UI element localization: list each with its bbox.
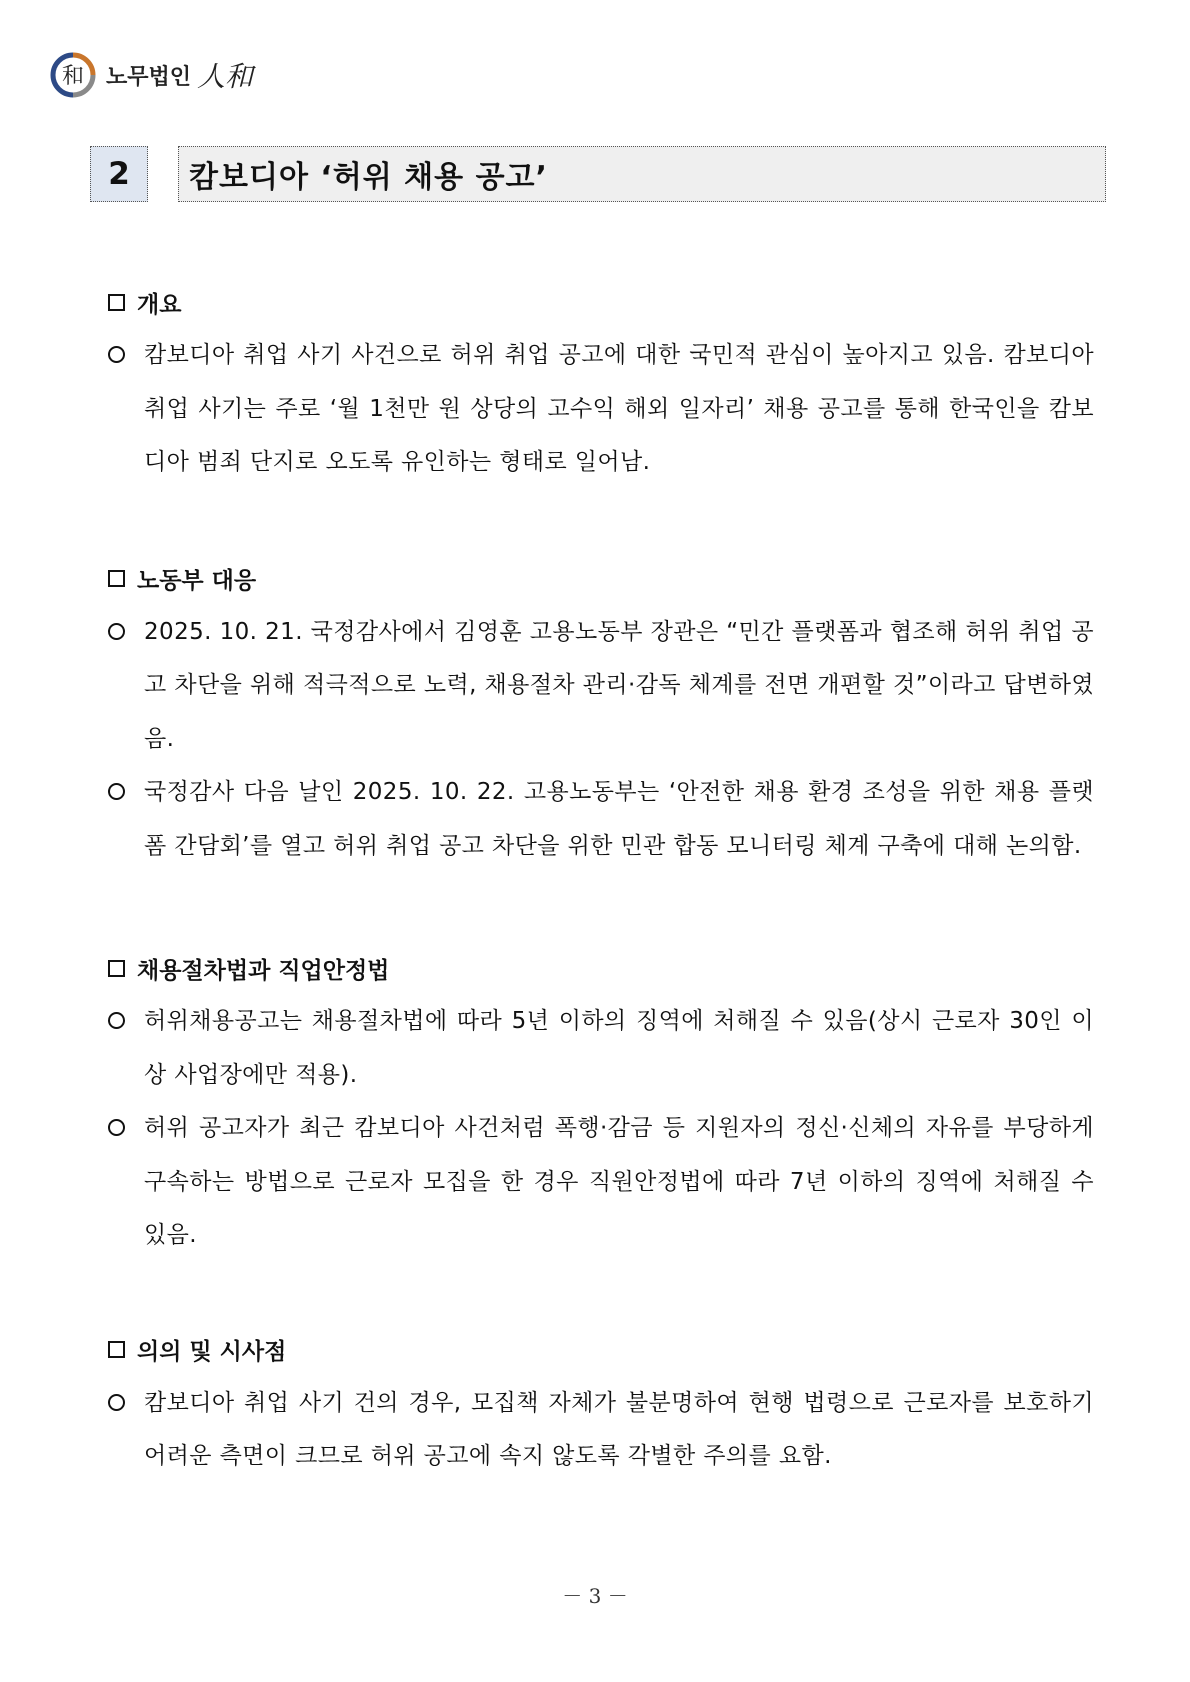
list-item [104, 995, 1094, 1102]
section-title: 캄보디아 ‘허위 채용 공고’ [178, 146, 1106, 202]
square-bullet-icon [108, 1341, 125, 1358]
subsection-implications [104, 1323, 1094, 1484]
logo-char: 和 [61, 64, 85, 89]
firm-logo-mark-icon [50, 52, 96, 98]
list-item-text: 캄보디아 취업 사기 사건으로 허위 취업 공고에 대한 국민적 관심이 높아지고 있음. 캄보디아 취업 사기는 주로 ‘월 1천만 원 상당의 고수익 해외 일자리’ 채용 공고를 통해 한국인을 캄보디아 범죄 단지로 오도록 유인하는 형태로 일어남. [144, 342, 1094, 475]
list-item [104, 606, 1094, 767]
subsection-laws [104, 941, 1094, 1263]
circle-bullet-icon [108, 1119, 125, 1136]
list-item-text: 국정감사 다음 날인 2025. 10. 22. 고용노동부는 ‘안전한 채용 환경 조성을 위한 채용 플랫폼 간담회’를 열고 허위 취업 공고 차단을 위한 민관 합동 모니터링 체계 구축에 대해 논의함. [144, 779, 1094, 859]
subsection-heading-text: 채용절차법과 직업안정법 [137, 957, 390, 984]
square-bullet-icon [108, 570, 125, 587]
section-number: 2 [90, 146, 148, 202]
page-number: － 3 － [562, 1584, 628, 1608]
firm-label: 노무법인 [106, 64, 192, 90]
subsection-ministry-response [104, 552, 1094, 874]
subsection-heading-text: 의의 및 시사점 [137, 1339, 287, 1365]
subsection-heading-text: 개요 [137, 291, 182, 318]
circle-bullet-icon [108, 1394, 125, 1411]
list-item [104, 1377, 1094, 1484]
subsection-overview [104, 275, 1094, 490]
subsection-heading-text: 노동부 대응 [137, 568, 257, 594]
firm-logo [50, 50, 253, 100]
list-item [104, 1102, 1094, 1263]
circle-bullet-icon [108, 623, 125, 640]
square-bullet-icon [108, 960, 125, 977]
circle-bullet-icon [108, 346, 125, 363]
subsection-heading [104, 275, 1094, 329]
list-item-text: 2025. 10. 21. 국정감사에서 김영훈 고용노동부 장관은 “민간 플랫폼과 협조해 허위 취업 공고 차단을 위해 적극적으로 노력, 채용절차 관리·감독 체계를 전면 개편할 것”이라고 답변하였음. [144, 618, 1094, 752]
list-item [104, 766, 1094, 873]
list-item [104, 329, 1094, 490]
section-header [90, 146, 1106, 202]
list-item-text: 허위채용공고는 채용절차법에 따라 5년 이하의 징역에 처해질 수 있음(상시 근로자 30인 이상 사업장에만 적용). [144, 1008, 1094, 1088]
document-body [104, 275, 1094, 1500]
square-bullet-icon [108, 294, 125, 311]
firm-name: 人和 [197, 60, 254, 93]
circle-bullet-icon [108, 1012, 125, 1029]
circle-bullet-icon [108, 783, 125, 800]
subsection-heading [104, 552, 1094, 606]
list-item-text: 캄보디아 취업 사기 건의 경우, 모집책 자체가 불분명하여 현행 법령으로 근로자를 보호하기 어려운 측면이 크므로 허위 공고에 속지 않도록 각별한 주의를 요함. [144, 1389, 1094, 1469]
subsection-heading [104, 1323, 1094, 1377]
subsection-heading [104, 941, 1094, 995]
list-item-text: 허위 공고자가 최근 캄보디아 사건처럼 폭행·감금 등 지원자의 정신·신체의 자유를 부당하게 구속하는 방법으로 근로자 모집을 한 경우 직원안정법에 따라 7년 이하의 징역에 처해질 수 있음. [144, 1115, 1094, 1248]
